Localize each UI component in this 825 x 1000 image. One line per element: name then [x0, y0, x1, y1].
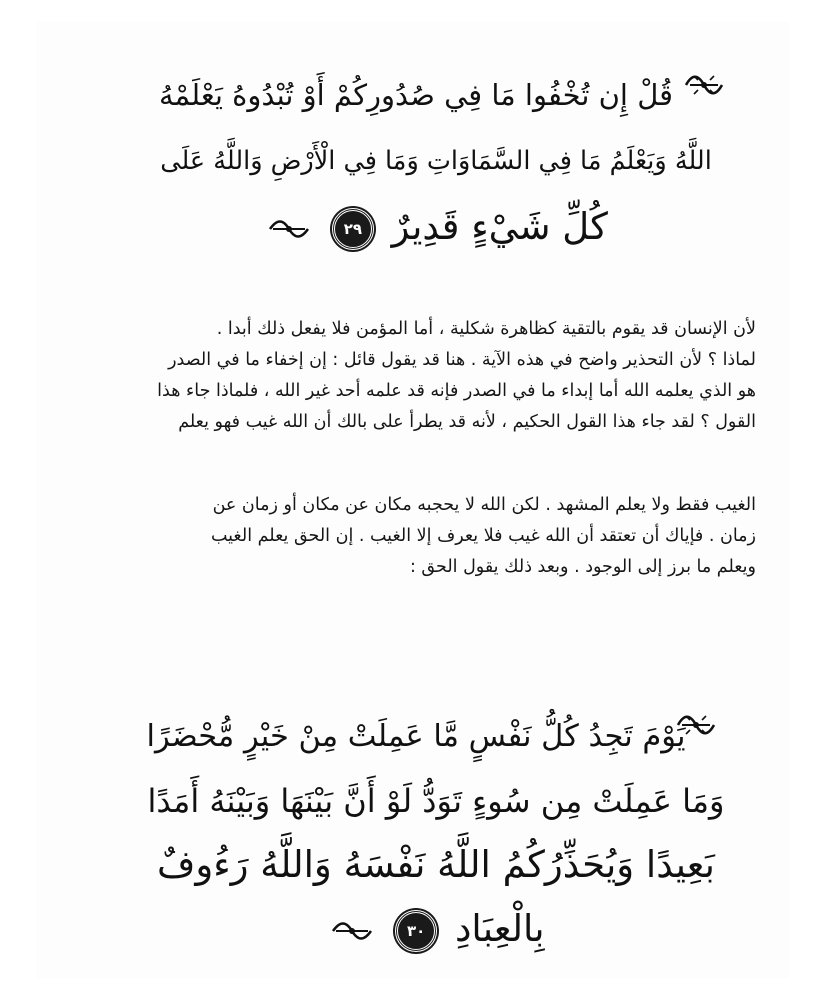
verse-30-line: بَعِيدًا وَيُحَذِّرُكُمُ اللَّهُ نَفْسَهُ وَاللَّهُ رَءُوفٌ — [157, 843, 715, 886]
commentary-line: هو الذي يعلمه الله أما إبداء ما في الصدر فإنه قد علمه أحد غير الله ، فلماذا جاء هذا — [157, 381, 756, 401]
verse-number-badge: ٣٠ — [395, 910, 437, 952]
verse-29 — [156, 62, 716, 260]
commentary-line: القول ؟ لقد جاء هذا القول الحكيم ، لأنه قد يطرأ على بالك أن الله غيب فهو يعلم — [178, 412, 756, 432]
book-page — [36, 22, 789, 978]
verse-30 — [146, 705, 726, 961]
commentary-line: ويعلم ما برز إلى الوجود . وبعد ذلك يقول الحق : — [409, 557, 756, 577]
verse-29-line-text: كُلِّ شَيْءٍ قَدِيرٌ — [391, 205, 608, 248]
verse-number-badge: ٢٩ — [332, 208, 374, 250]
commentary-line: لماذا ؟ لأن التحذير واضح في هذه الآية . هنا قد يقول قائل : إن إخفاء ما في الصدر — [168, 350, 756, 370]
commentary-line: لأن الإنسان قد يقوم بالتقية كظاهرة شكلية ، أما المؤمن فلا يفعل ذلك أبدا . — [216, 319, 756, 339]
verse-end-ornament-icon — [331, 918, 373, 944]
verse-29-line: اللَّهُ وَيَعْلَمُ مَا فِي السَّمَاوَاتِ وَمَا فِي الْأَرْضِ وَاللَّهُ عَلَى — [160, 146, 712, 176]
verse-30-line: يَوْمَ تَجِدُ كُلُّ نَفْسٍ مَّا عَمِلَتْ مِنْ خَيْرٍ مُّحْضَرًا — [146, 719, 686, 754]
commentary-line: الغيب فقط ولا يعلم المشهد . لكن الله لا يحجبه مكان عن مكان أو زمان عن — [212, 495, 756, 515]
verse-end-ornament-icon — [268, 216, 310, 242]
commentary-paragraph-1 — [74, 314, 756, 438]
verse-29-line — [156, 194, 716, 260]
verse-29-line: قُلْ إِن تُخْفُوا مَا فِي صُدُورِكُمْ أَوْ تُبْدُوهُ يَعْلَمْهُ — [158, 78, 674, 112]
verse-30-line: وَمَا عَمِلَتْ مِن سُوءٍ تَوَدُّ لَوْ أَنَّ بَيْنَهَا وَبَيْنَهُ أَمَدًا — [147, 782, 725, 820]
commentary-paragraph-2 — [74, 490, 756, 583]
commentary-line: زمان . فإياك أن تعتقد أن الله غيب فلا يعرف إلا الغيب . إن الحق يعلم الغيب — [210, 526, 756, 546]
verse-30-line — [146, 897, 726, 961]
verse-30-line-text: بِالْعِبَادِ — [454, 907, 545, 950]
